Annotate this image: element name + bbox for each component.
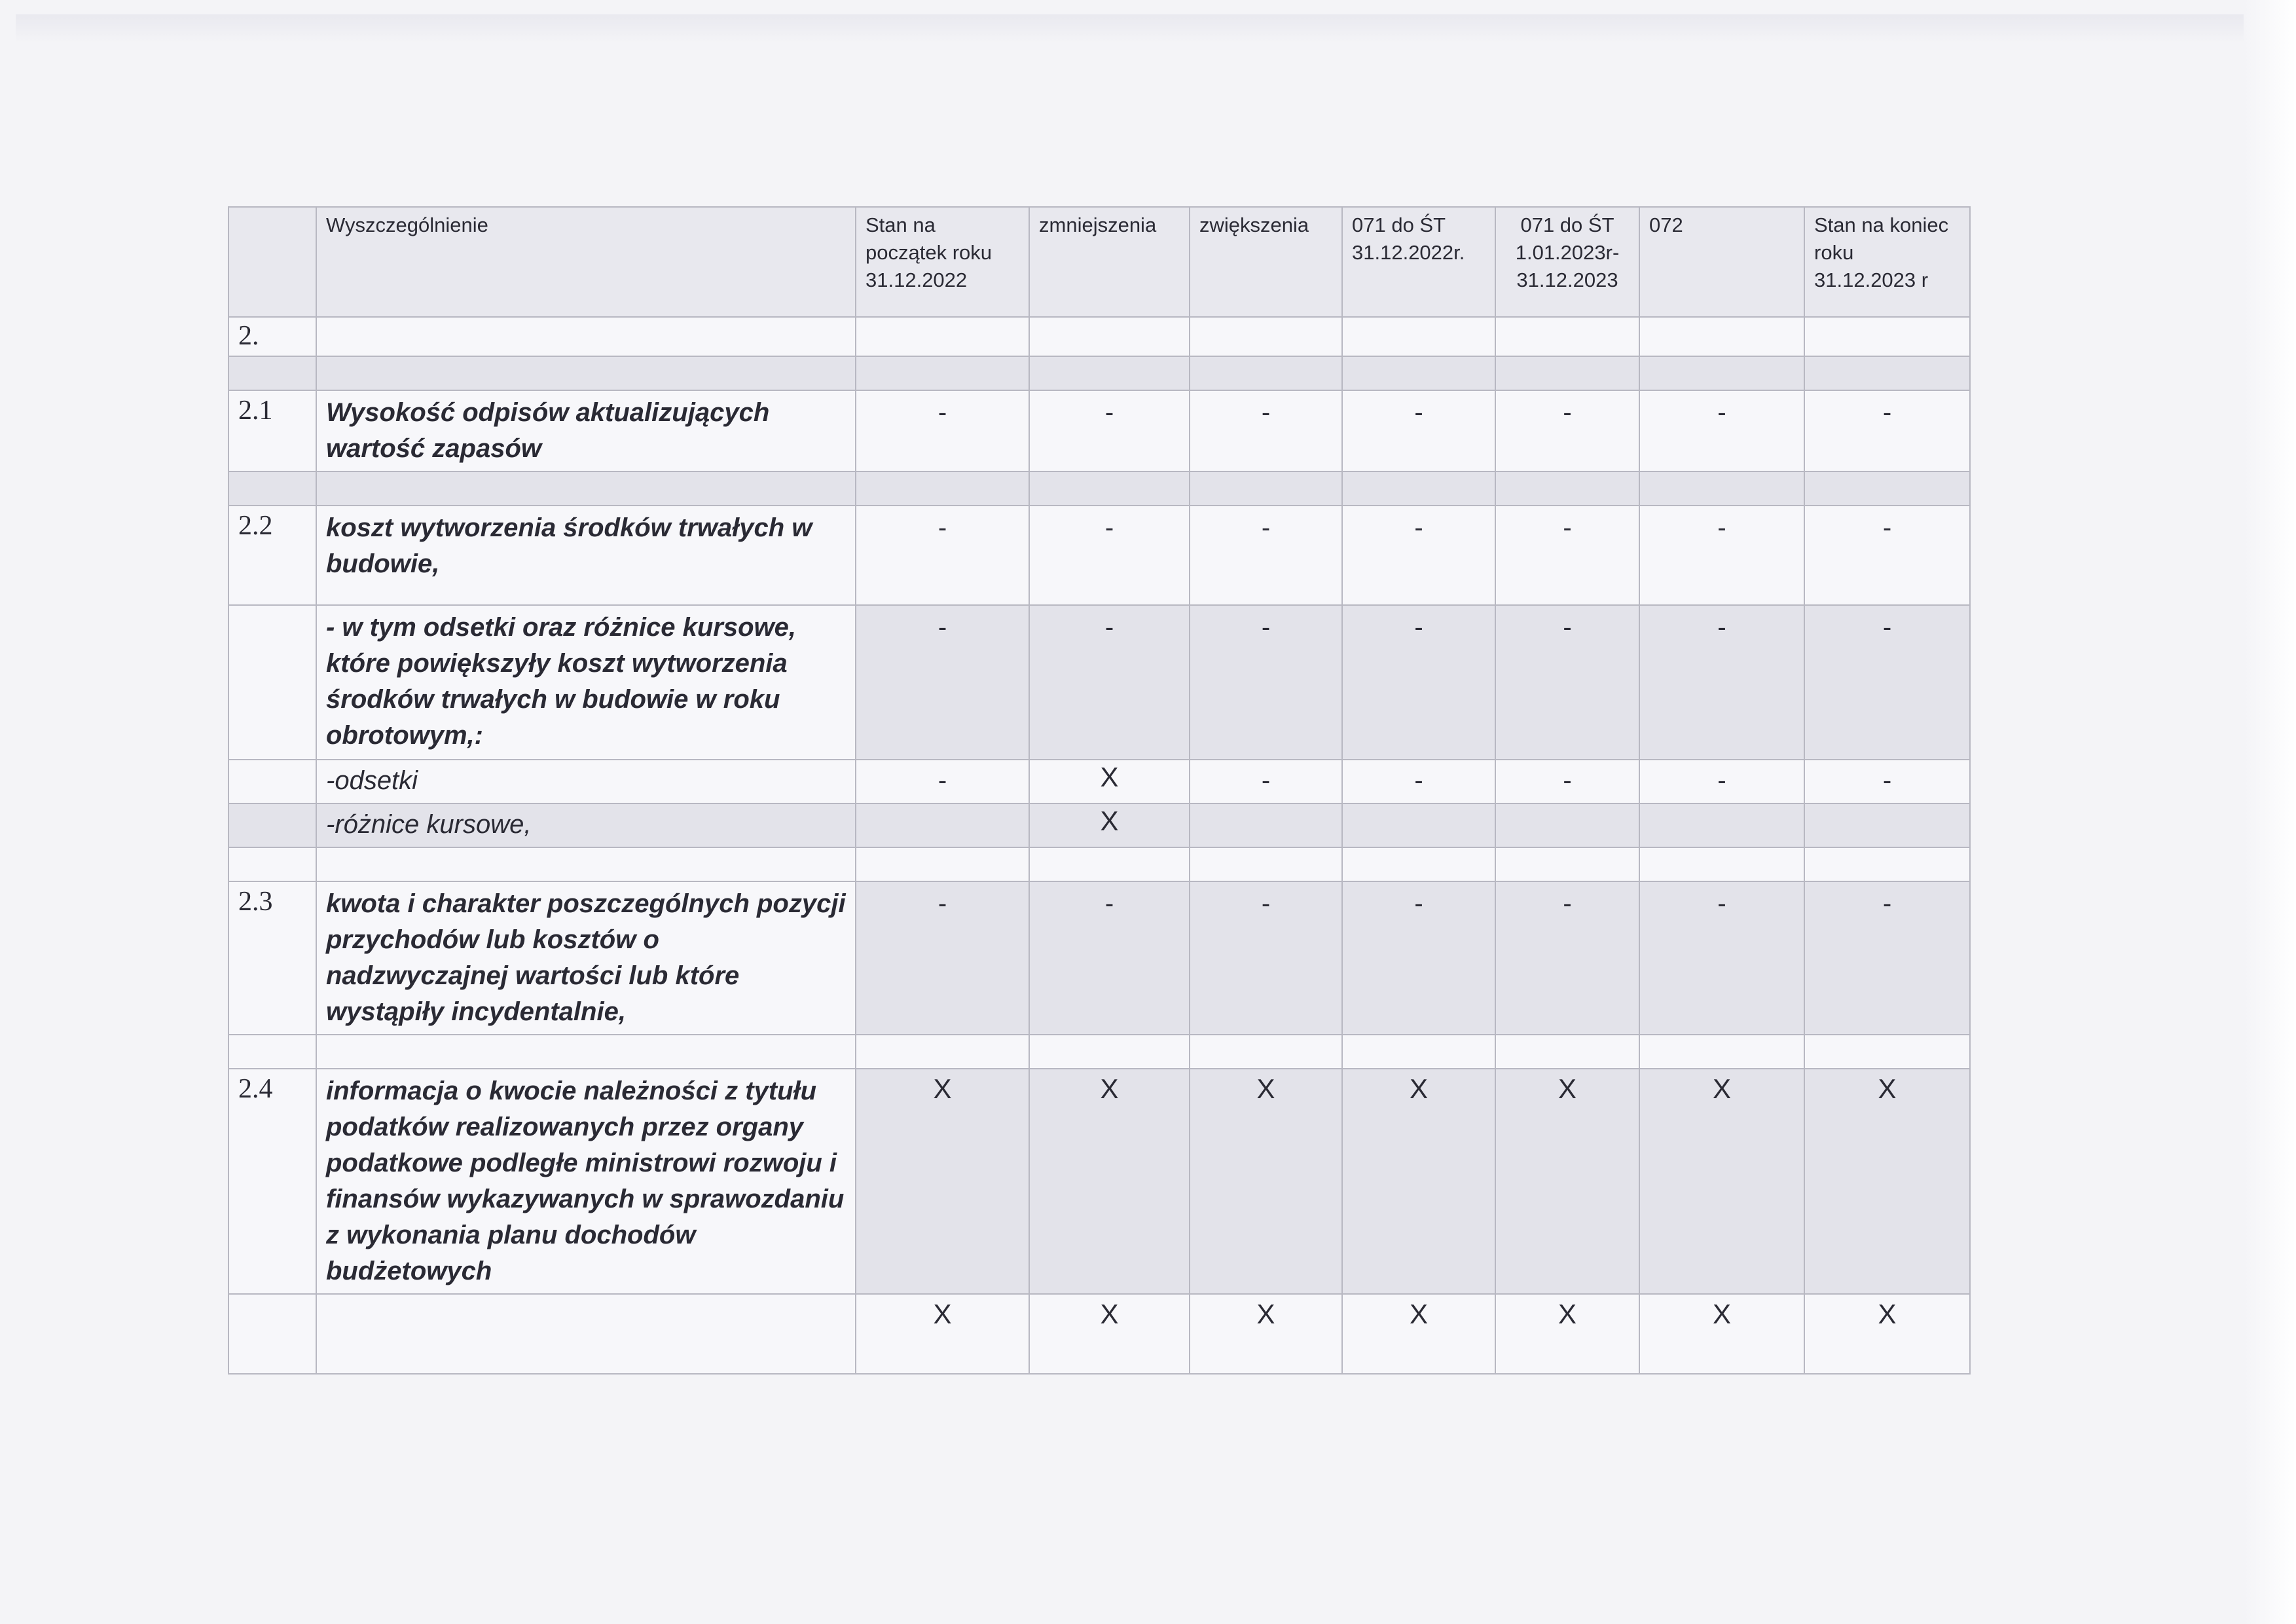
row-value: - [1495,390,1639,471]
row-description: koszt wytworzenia środków trwałych w budowie, [316,506,856,605]
row-value: - [1639,760,1804,803]
header-row [228,207,1970,317]
row-value: X [1639,1294,1804,1374]
row-value: - [1639,506,1804,605]
row-value: - [1029,506,1190,605]
scan-edge-top [16,14,2257,43]
row-value: X [1029,1294,1190,1374]
header-num-cell [228,207,316,317]
row-value: - [1495,881,1639,1035]
row-description: informacja o kwocie należności z tytułu podatków realizowanych przez organy podatkowe podległe ministrowi rozwoju i finansów wykazywanych w sprawozdaniu z wykonania planu dochodów budżetowych [316,1069,856,1294]
row-value: X [1804,1069,1970,1294]
row-value: - [1190,760,1342,803]
row-value: - [1639,390,1804,471]
row-value: X [1029,1069,1190,1294]
row-description: Wysokość odpisów aktualizujących wartość zapasów [316,390,856,471]
section-number: 2. [228,317,316,356]
row-value: X [1029,760,1190,803]
row-value: - [1804,390,1970,471]
scan-edge-right [2244,0,2296,1624]
row-value: - [856,605,1029,760]
row-value: X [1495,1294,1639,1374]
spacer-row [228,356,1970,390]
row-value: - [1804,506,1970,605]
document-page [228,206,1969,1375]
row-description: -odsetki [316,760,856,803]
row-number: 2.3 [228,881,316,1035]
table-row [228,506,1970,605]
row-value [1804,803,1970,847]
header-increase: zwiększenia [1190,207,1342,317]
row-number: 2.2 [228,506,316,605]
row-value: X [1029,803,1190,847]
header-071-st: 071 do ŚT 1.01.2023r- 31.12.2023 [1495,207,1639,317]
row-value: - [1804,881,1970,1035]
row-value: - [1495,760,1639,803]
table-row [228,760,1970,803]
row-value: - [1190,506,1342,605]
table-row [228,605,1970,760]
row-value: X [1342,1294,1495,1374]
row-value: X [856,1294,1029,1374]
row-value [1495,803,1639,847]
row-value: - [1342,390,1495,471]
row-value: - [856,881,1029,1035]
row-description: -różnice kursowe, [316,803,856,847]
row-number: 2.4 [228,1069,316,1294]
table-row [228,1294,1970,1374]
row-value: - [1342,506,1495,605]
table-row [228,1069,1970,1294]
row-value: - [856,506,1029,605]
row-value: X [1639,1069,1804,1294]
table-row [228,803,1970,847]
row-value: - [1029,605,1190,760]
row-value [856,803,1029,847]
row-value: - [856,760,1029,803]
row-value: - [1029,390,1190,471]
spacer-row [228,847,1970,881]
row-value: X [1342,1069,1495,1294]
row-description: kwota i charakter poszczególnych pozycji przychodów lub kosztów o nadzwyczajnej wartości lub które wystąpiły incydentalnie, [316,881,856,1035]
row-number: 2.1 [228,390,316,471]
row-value: - [1190,881,1342,1035]
row-value: - [1495,605,1639,760]
row-value: X [1804,1294,1970,1374]
row-value [1342,803,1495,847]
row-value: - [1804,605,1970,760]
row-value: - [856,390,1029,471]
header-071: 071 do ŚT 31.12.2022r. [1342,207,1495,317]
header-end: Stan na koniec roku 31.12.2023 r [1804,207,1970,317]
header-072: 072 [1639,207,1804,317]
row-value: - [1342,881,1495,1035]
row-value: - [1190,390,1342,471]
row-value: - [1639,605,1804,760]
table-row [228,881,1970,1035]
spacer-row [228,1035,1970,1069]
row-value: X [1190,1294,1342,1374]
row-value: - [1190,605,1342,760]
row-value: - [1029,881,1190,1035]
row-value: - [1342,760,1495,803]
row-value: - [1804,760,1970,803]
section-row [228,317,1970,356]
header-start: Stan na początek roku 31.12.2022 [856,207,1029,317]
row-value: - [1495,506,1639,605]
row-value: - [1342,605,1495,760]
row-value [1639,803,1804,847]
data-table [228,206,1971,1375]
header-decrease: zmniejszenia [1029,207,1190,317]
spacer-row [228,471,1970,506]
row-value: X [856,1069,1029,1294]
row-value: - [1639,881,1804,1035]
row-value [1190,803,1342,847]
row-description: - w tym odsetki oraz różnice kursowe, które powiększyły koszt wytworzenia środków trwałych w budowie w roku obrotowym,: [316,605,856,760]
header-desc: Wyszczególnienie [316,207,856,317]
table-row [228,390,1970,471]
row-value: X [1190,1069,1342,1294]
row-value: X [1495,1069,1639,1294]
